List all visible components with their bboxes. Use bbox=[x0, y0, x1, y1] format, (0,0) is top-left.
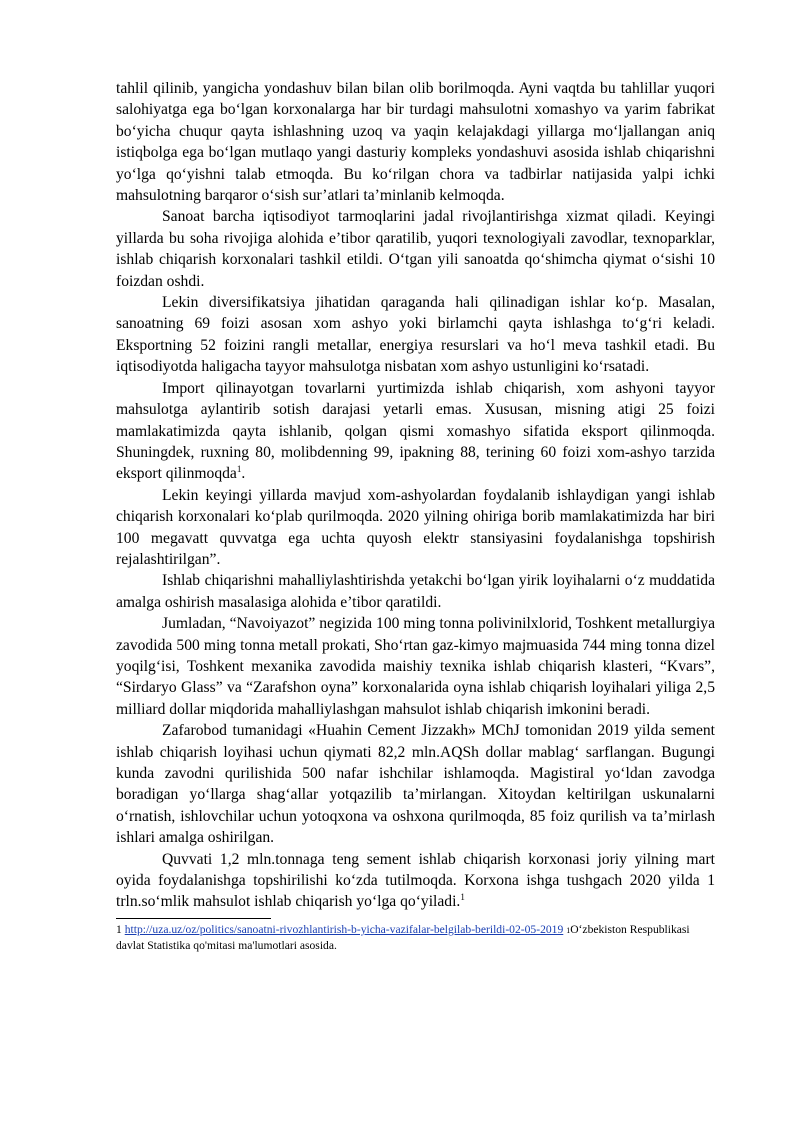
paragraph-text: Jumladan, “Navoiyazot” negizida 100 ming tonna polivinilxlorid, Toshkent metallurgiya zavodida 500 ming tonna metall prokati, Sho‘rtan gaz-kimyo majmuasida 744 ming tonna dizel yoqilg‘isi, Toshkent mexanika zavodida maishiy texnika ishlab chiqarish klasteri, “Kvars”, “Sirdaryo Glass” va “Zarafshon oyna” korxonalarida oyna ishlab chiqarish loyihalari yiliga 2,5 milliard dollar miqdorida mahalliylashgan mahsulot ishlab chiqarish imkonini beradi. bbox=[116, 615, 715, 718]
paragraph bbox=[116, 849, 715, 913]
paragraph bbox=[116, 292, 715, 378]
footnote-reference[interactable]: 1 bbox=[236, 464, 242, 475]
paragraph bbox=[116, 720, 715, 848]
paragraph-text: Lekin keyingi yillarda mavjud xom-ashyolardan foydalanib ishlaydigan yangi ishlab chiqarish korxonalari ko‘plab qurilmoqda. 2020 yilning ohiriga borib mamlakatimizda har biri 100 megavatt quvvatga ega uchta quyosh elektr stansiyasini foydalanishga topshirish rejalashtirilgan”. bbox=[116, 486, 715, 568]
paragraph bbox=[116, 78, 715, 206]
paragraph-text: Ishlab chiqarishni mahalliylashtirishda yetakchi bo‘lgan yirik loyihalarni o‘z muddatida amalga oshirish masalasiga alohida e’tibor qaratildi. bbox=[116, 572, 715, 611]
paragraph bbox=[116, 378, 715, 485]
footnote-separator bbox=[116, 918, 271, 919]
paragraph-text: tahlil qilinib, yangicha yondashuv bilan bilan olib borilmoqda. Ayni vaqtda bu tahlillar yuqori salohiyatga ega bo‘lgan korxonalarga har bir turdagi mahsulotni xomashyo va yarim fabrikat bo‘yicha chuqur qayta ishlashning uzoq va yaqin kelajakdagi yillarga mo‘ljallangan aniq istiqbolga ega bo‘lgan mutlaqo yangi dasturiy kompleks yondashuvi asosida ishlab chiqarishni yo‘lga qo‘yishni talab etmoqda. Bu ko‘rilgan chora va tadbirlar natijasida yalpi ichki mahsulotning barqaror o‘sish sur’atlari ta’minlanib kelmoqda. bbox=[116, 80, 715, 205]
footnote-text: O‘zbekiston Respublikasi davlat Statistika qo'mitasi ma'lumotlari asosida. bbox=[116, 922, 690, 952]
footnote-link[interactable]: http://uza.uz/oz/politics/sanoatni-rivozhlantirish-b-yicha-vazifalar-belgilab-berildi-02-05-2019 bbox=[124, 922, 564, 936]
footnote bbox=[116, 922, 715, 953]
paragraph-text: Lekin diversifikatsiya jihatidan qaraganda hali qilinadigan ishlar ko‘p. Masalan, sanoatning 69 foizi asosan xom ashyo yoki birlamchi qayta ishlashga to‘g‘ri keladi. Eksportning 52 foizini rangli metallar, energiya resurslari va ho‘l meva tashkil etadi. Bu iqtisodiyotda haligacha tayyor mahsulotga nisbatan xom ashyo ustunligini ko‘rsatadi. bbox=[116, 294, 715, 376]
paragraph bbox=[116, 570, 715, 613]
footnote-reference[interactable]: 1 bbox=[460, 892, 465, 903]
paragraph-text: Quvvati 1,2 mln.tonnaga teng sement ishlab chiqarish korxonasi joriy yilning mart oyida foydalanishga topshirilishi ko‘zda tutilmoqda. Korxona ishga tushgach 2020 yilda 1 trln.so‘mlik mahsulot ishlab chiqarish yo‘lga qo‘yiladi. bbox=[116, 850, 715, 911]
paragraph-text: Import qilinayotgan tovarlarni yurtimizda ishlab chiqarish, xom ashyoni tayyor mahsulotga aylantirib sotish darajasi yetarli emas. Xususan, misning atigi 25 foizi mamlakatimizda qayta ishlanib, qolgan qismi xomashyo sifatida eksport qilinmoqda. Shuningdek, ruxning 80, molibdenning 99, ipakning 88, terining 60 foizi xom-ashyo tarzida eksport qilinmoqda bbox=[116, 379, 715, 483]
paragraph-tail: . bbox=[241, 465, 246, 483]
body-text bbox=[116, 78, 715, 913]
footnote-small-mark: 1 bbox=[566, 925, 571, 935]
paragraph-text: Zafarobod tumanidagi «Huahin Cement Jizzakh» MChJ tomonidan 2019 yilda sement ishlab chiqarish loyihasi uchun qiymati 82,2 mln.AQSh dollar mablag‘ sarflangan. Bugungi kunda zavodni qurilishida 500 nafar ishchilar ishlamoqda. Magistiral yo‘ldan zavodga boradigan yo‘llarga shag‘allar yotqazilib ta’mirlangan. Xitoydan keltirilgan uskunalarni o‘rnatish, ishlovchilar uchun yotoqxona va oshxona qurilmoqda, 85 foiz qurilish va ta’mirlash ishlari amalga oshirilgan. bbox=[116, 722, 715, 847]
paragraph-text: Sanoat barcha iqtisodiyot tarmoqlarini jadal rivojlantirishga xizmat qiladi. Keyingi yillarda bu soha rivojiga alohida e’tibor qaratilib, yuqori texnologiyali zavodlar, texnoparklar, ishlab chiqarish korxonalari tashkil etildi. O‘tgan yili sanoatda qo‘shimcha qiymat o‘sishi 10 foizdan oshdi. bbox=[116, 208, 715, 290]
paragraph bbox=[116, 206, 715, 292]
paragraph bbox=[116, 613, 715, 720]
footnote-number: 1 bbox=[116, 922, 122, 936]
paragraph bbox=[116, 485, 715, 571]
